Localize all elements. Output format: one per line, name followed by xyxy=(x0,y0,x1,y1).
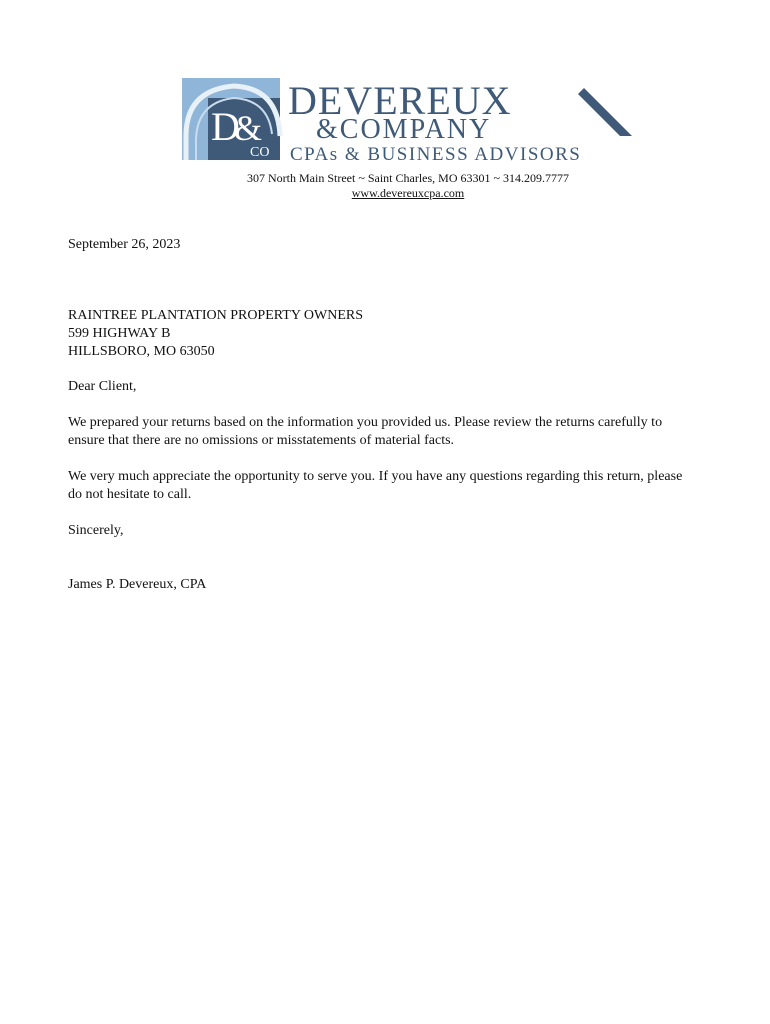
firm-address: 307 North Main Street ~ Saint Charles, MO 63301 ~ 314.209.7777 xyxy=(247,171,569,185)
logo-swoosh xyxy=(578,88,632,136)
recipient-street: 599 HIGHWAY B xyxy=(68,326,171,341)
logo-initial-d: D xyxy=(211,104,240,149)
closing: Sincerely, xyxy=(68,523,124,538)
firm-website-link[interactable]: www.devereuxcpa.com xyxy=(351,186,465,200)
paragraph-line: do not hesitate to call. xyxy=(68,487,192,502)
recipient-name: RAINTREE PLANTATION PROPERTY OWNERS xyxy=(68,308,364,323)
paragraph-returns-review xyxy=(68,414,662,450)
paragraph-line: We prepared your returns based on the information you provided us. Please review the returns carefully to xyxy=(68,415,663,430)
recipient-city-state-zip: HILLSBORO, MO 63050 xyxy=(68,344,215,359)
firm-tagline: CPAs & BUSINESS ADVISORS xyxy=(290,144,582,164)
logo-initial-co: CO xyxy=(250,145,270,160)
firm-name-company: &COMPANY xyxy=(316,114,492,145)
recipient-address-block xyxy=(68,307,363,361)
signature-name: James P. Devereux, CPA xyxy=(68,577,207,592)
salutation: Dear Client, xyxy=(68,379,137,394)
letter-date: September 26, 2023 xyxy=(68,237,181,252)
letterhead xyxy=(0,0,770,205)
firm-name-devereux: DEVEREUX xyxy=(288,78,512,123)
devereux-company-logo xyxy=(180,76,636,164)
logo-initial-amp: & xyxy=(234,108,263,148)
paragraph-line: ensure that there are no omissions or misstatements of material facts. xyxy=(68,433,455,448)
paragraph-line: We very much appreciate the opportunity to serve you. If you have any questions regarding this return, please xyxy=(68,469,683,484)
paragraph-appreciation xyxy=(68,468,682,504)
